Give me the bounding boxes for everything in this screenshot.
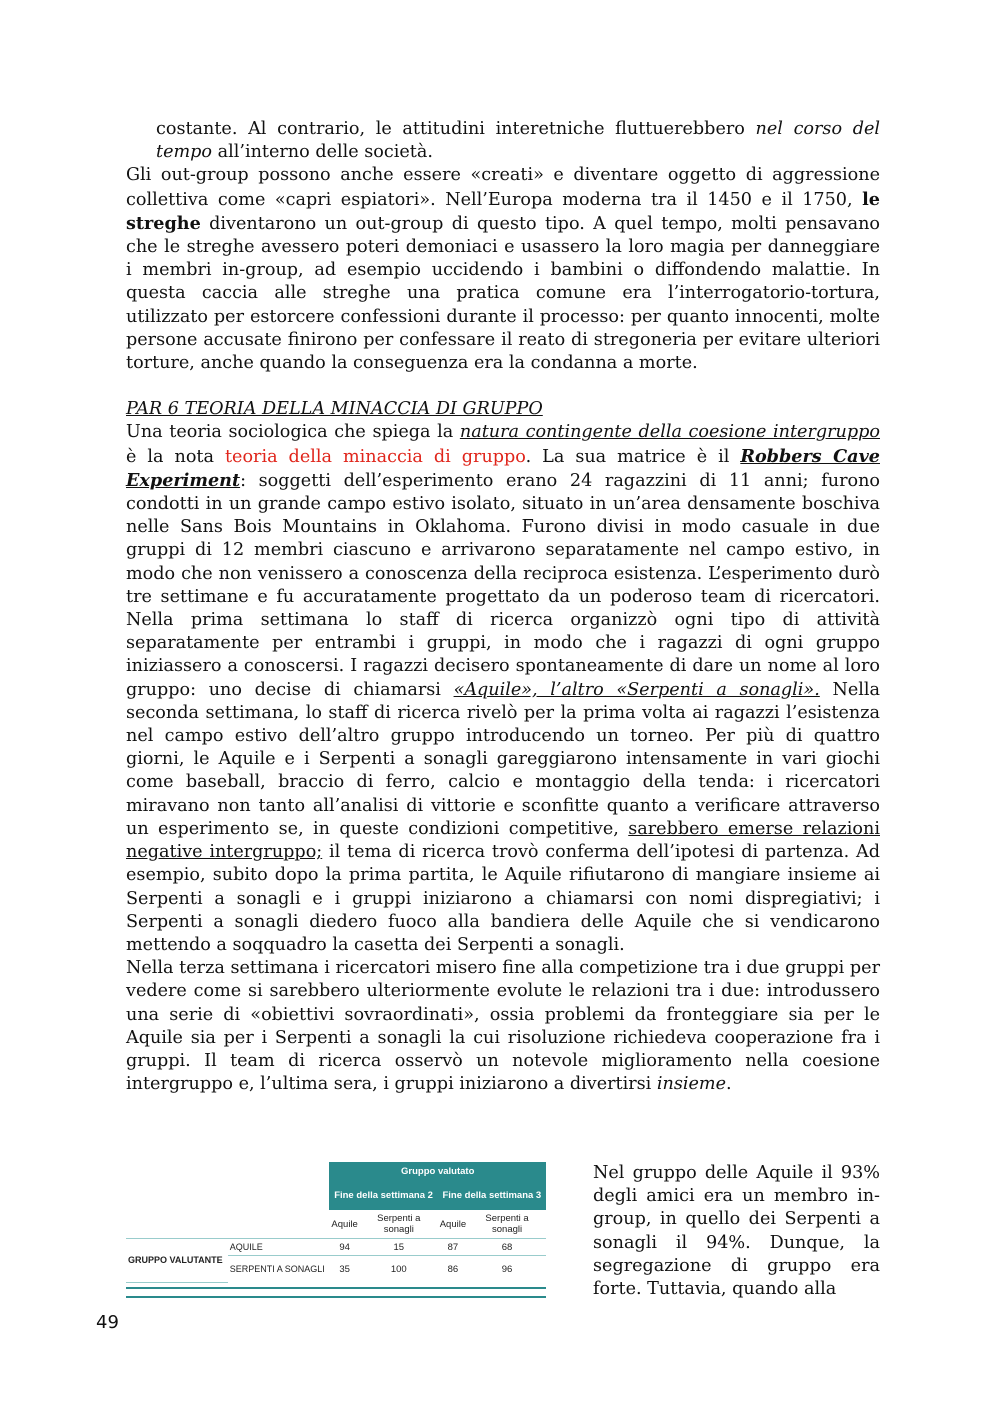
table-row: GRUPPO VALUTANTE AQUILE 94 15 87 68 [126, 1239, 546, 1256]
paragraph-witches: Gli out-group possono anche essere «creati» e diventare oggetto di aggressione collettiva come «capri espiatori». Nell’Europa moderna tra il 1450 e il 1750, le streghe diventarono un out-group di questo tipo. A quel tempo, molti pensavano che le streghe avessero poteri demoniaci e usassero la loro magia per danneggiare i membri in-group, ad esempio uccidendo i bambini o diffondendo malattie. In questa caccia alle streghe una pratica comune era l’interrogatorio-tortura, utilizzato per estorcere confessioni durante il processo: per quanto innocenti, molte persone accusate finirono per confessare il reato di stregoneria per evitare ulteriori torture, anche quando la conseguenza era la condanna a morte. [126, 165, 880, 374]
table-col-group-week2: Fine della settimana 2 [329, 1180, 437, 1210]
table-col-group-week3: Fine della settimana 3 [438, 1180, 546, 1210]
table-subheader: Aquile [329, 1210, 359, 1239]
table-subheader: Serpenti a sonagli [468, 1210, 546, 1239]
side-paragraph: Nel gruppo delle Aquile il 93% degli amici era un membro in-group, in quello dei Serpenti a sonagli il 94%. Dunque, la segregazione di gruppo era forte. Tuttavia, quando alla [593, 1163, 880, 1300]
table-subheader: Aquile [438, 1210, 468, 1239]
highlighted-term: teoria della minaccia di gruppo [224, 446, 526, 467]
document-body [126, 118, 880, 1096]
paragraph-robbers-cave: Una teoria sociologica che spiega la natura contingente della coesione intergruppo è la nota teoria della minaccia di gruppo. La sua matrice è il Robbers Cave Experiment: soggetti dell’esperimento erano 24 ragazzini di 11 anni; furono condotti in un grande campo estivo isolato, situato in un’area densamente boschiva nelle Sans Bois Mountains in Oklahoma. Furono divisi in modo casuale in due gruppi di 12 membri ciascuno e arrivarono separatamente nel campo estivo, in modo che non venissero a conoscenza della reciproca esistenza. L’esperimento durò tre settimane e fu accuratamente progettato da un poderoso team di ricercatori. Nella prima settimana lo staff di ricerca organizzò ogni tipo di attività separatamente per entrambi i gruppi, in modo che i ragazzi di ogni gruppo iniziassero a conoscersi. I ragazzi decisero spontaneamente di dare un nome al loro gruppo: uno decise di chiamarsi «Aquile», l’altro «Serpenti a sonagli». Nella seconda settimana, lo staff di ricerca rivelò per la prima volta ai ragazzi l’esistenza nel campo estivo dell’altro gruppo introducendo un torneo. Per più di quattro giorni, le Aquile e i Serpenti a sonagli gareggiarono intensamente in vari giochi come baseball, braccio di ferro, calcio e montaggio della tenda: i ricercatori miravano non tanto all’analisi di vittorie e sconfitte quanto a verificare attraverso un esperimento se, in queste condizioni competitive, sarebbero emerse relazioni negative intergruppo; il tema di ricerca trovò conferma dell’ipotesi di partenza. Ad esempio, subito dopo la prima partita, le Aquile rifiutarono di mangiare insieme ai Serpenti a sonagli e i gruppi iniziarono a chiamarsi con nomi dispregiativi; i Serpenti a sonagli diedero fuoco alla bandiera delle Aquile che si vendicarono mettendo a soqquadro la casetta dei Serpenti a sonagli. [126, 422, 880, 955]
bottom-section [0, 1162, 1000, 1302]
section-heading: PAR 6 TEORIA DELLA MINACCIA DI GRUPPO [126, 399, 543, 420]
table-top-header: Gruppo valutato [329, 1162, 546, 1180]
table-row-header: GRUPPO VALUTANTE [126, 1239, 228, 1283]
friendship-table [126, 1162, 546, 1302]
table-bottom-rule [126, 1287, 546, 1289]
page-number: 49 [96, 1312, 119, 1333]
table-bottom-rule [126, 1296, 546, 1298]
paragraph-third-week: Nella terza settimana i ricercatori misero fine alla competizione tra i due gruppi per vedere come si sarebbero ulteriormente evolute le relazioni tra i due: introdussero una serie di «obiettivi sovraordinati», ossia problemi da fronteggiare sia per le Aquile sia per i Serpenti a sonagli la cui risoluzione richiedeva cooperazione fra i gruppi. Il team di ricerca osservò un notevole miglioramento nella coesione intergruppo e, l’ultima sera, i gruppi iniziarono a divertirsi insieme. [126, 958, 880, 1095]
table-subheader: Serpenti a sonagli [360, 1210, 438, 1239]
paragraph-continuation: costante. Al contrario, le attitudini interetniche fluttuerebbero nel corso del tempo all’interno delle società. [156, 119, 881, 163]
experiment-name: Robbers Cave Experiment [126, 445, 880, 491]
table-row: SERPENTI A SONAGLI 35 100 86 96 [229, 1263, 513, 1275]
